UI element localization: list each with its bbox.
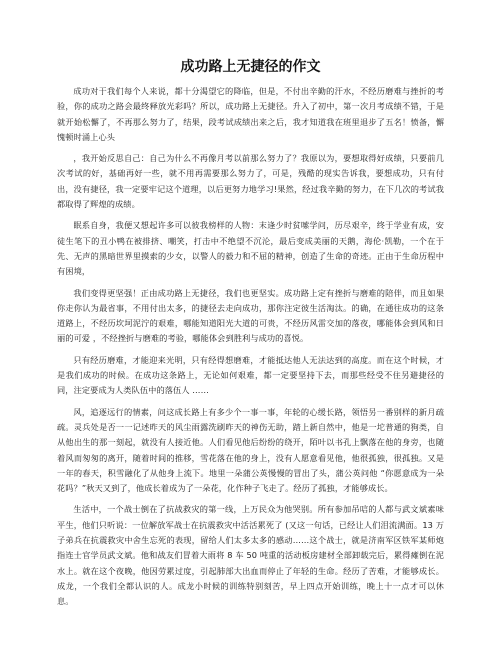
paragraph-4: 我们变得更坚强！正由成功路上无捷径，我们也更坚实。成功路上定有挫折与磨难的陪伴，而且如果你走你认为最省事，不用付出太多，的捷径去走向成功，那你注定彼生活淘汰。的确，在通往成功的这条道路上，不经历坎坷泥泞的艰难，哪能知道阳光大道的可贵，不经历风雷交加的落夜，哪能体会到风和日丽的可爱 ，不经挫折与磨难的考验，哪能体会到胜利与成功的喜悦。	[57, 287, 444, 344]
document-title: 成功路上无捷径的作文	[180, 59, 321, 75]
paragraph-1: 成功对于我们每个人来说，都十分渴望它的降临，但是，不付出辛勤的汗水，不经历磨难与挫折的考验，你的成功之路会最终释放光彩吗？所以，成功路上无捷径。升入了初中，第一次月考成绩不错，于是就开始松懈了，不再那么努力了，结果，段考试成绩出来之后，我才知道我在班里退步了五名！愤备，懈愧顿时涌上心头	[57, 86, 444, 142]
paragraph-5: 只有经历磨难，才能迎来光明，只有经得想磨难，才能抵达他人无法达到的高度。而在这个时候，才是我们成功的时候。在成功这条路上，无论如何艰难，都一定要坚持下去，而那些经受不住另避捷径的同，注定要成为人类队伍中的落伍人 ……	[57, 354, 444, 396]
paragraph-3: 眠系自身，我便又想起许多可以彼我榜样的人物：末逢少时贫嗦学问，历尽艰辛，终于学业有成，安徒生笔下的丑小鸭在被排挤、嘲笑，打击中不绝望不沉沦，最后变成美丽的天鹅，海伦·凯勒，一个在于先、无声的黑暗世界里摸索的少女，以警人的毅力和不屈的精神，创造了生命的奇迹。正由于生命历程中有困境，	[57, 220, 444, 277]
paragraph-2: ，我开始反思自己：自己为什么不再像月考以前那么努力了？我原以为，要想取得好成绩，只要前几次考试的好，基础再好一些，就不用再需要那么努力了，可是，残酷的现实告诉我，要想成功，只有付出，没有捷径，我一定要牢记这个道理，以后更努力地学习!果然，经过我辛勤的努力，在下几次的考试我都取得了辉煌的成绩。	[57, 153, 444, 210]
paragraph-7: 生活中，一个战士倒在了抗战救灾的第一线，上万民众为他哭别。所有参加吊唁的人都与武文斌素味平生，他们只听说：一位解放军战士在抗震救灾中活活累死了 (又这一句话，已经让人们泪流满面。13 万子弟兵在抗震救灾中舍生忘死的表现，留给人们太多太多的感动……这个战士，就是济南军区铁军某师炮指连士官学员武文斌。他和战友们冒着大雨将 8 车 50 吨重的活动板房建材全部卸载完后，累得瘫倒在泥水上。就在这个夜晚，他因劳累过度，引起肺部大出血而停止了年轻的生命。经历了苦难，才能够成长。成龙，一个我们全都认识的人。成龙小时候的训练特别刻苦，早上四点开始训练，晚上十一点才可以休息。	[57, 504, 444, 607]
paragraph-6: 风，追逐远行的情素，问这成长路上有多少个一事一事，年轮的心缓长路，领悟另一番别样的新月疏疏。灵兵处是否一一记述昨天的风尘雨露洗刷昨天的神伤无助，踏上新自然中，他是一坨普通的狗类，自从他出生的那一刻起，就没有人接近他。人们看见他后纷纷的绕开，陌叶以书孔上飘落在他的身旁，也随着风而匆匆的离开，随着时间的推移，雪花落在他的身上，没有人愿意看见他，他很孤独，很孤独。又是一年的春天，积雪融化了从他身上流下。地里一朵蒲公英慢慢的冒出了头，蒲公英问他 “你愿意成为一朵花吗？”秋天又到了，他成长着成为了一朵花，化作种子飞走了。经历了孤独，才能够成长。	[57, 406, 444, 494]
